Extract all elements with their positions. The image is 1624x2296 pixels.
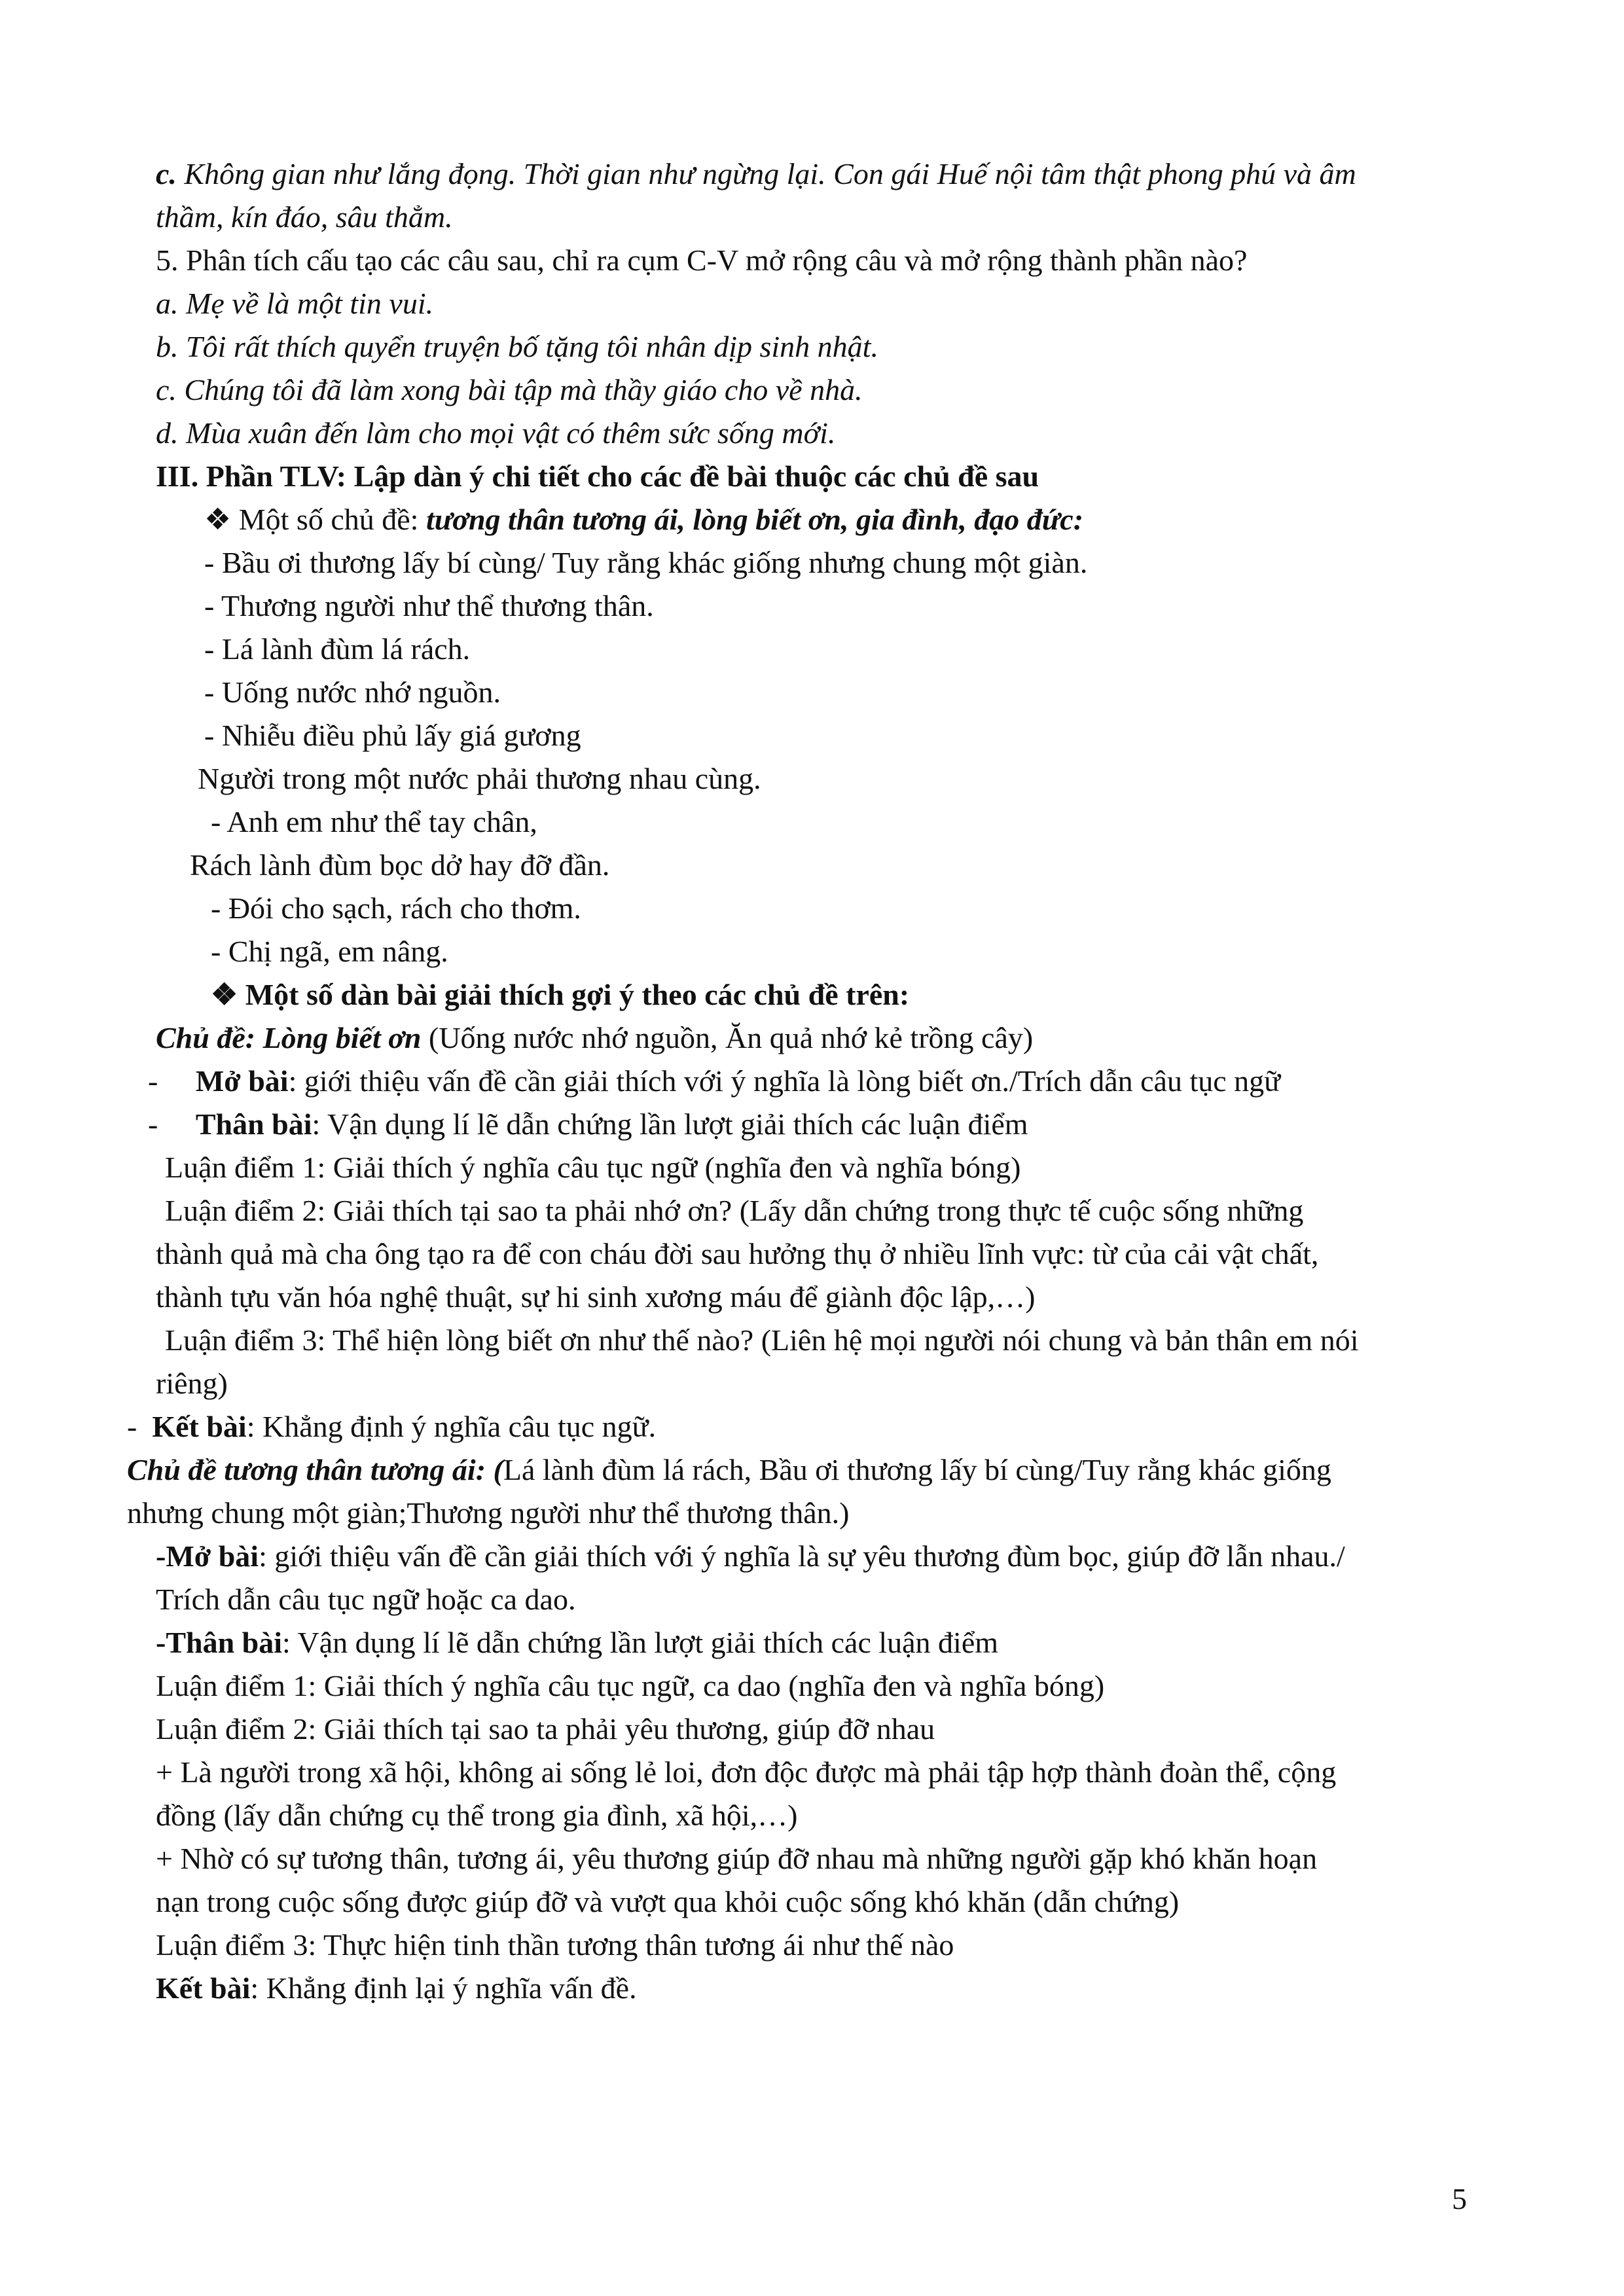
section3-bullet1 — [204, 500, 1083, 539]
topic2-line-5: + Nhờ có sự tương thân, tương ái, yêu thương giúp đỡ nhau mà những người gặp khó khăn hoạn — [156, 1842, 1318, 1875]
proverb-10: - Chị ngã, em nâng. — [211, 935, 448, 968]
topic2-mo-bai-2: Trích dẫn câu tục ngữ hoặc ca dao. — [156, 1583, 576, 1616]
proverb-2: - Thương người như thể thương thân. — [204, 589, 654, 622]
topic1-title-note: (Uống nước nhớ nguồn, Ăn quả nhớ kẻ trồng cây) — [421, 1021, 1034, 1054]
topic2-mo-bai-label: -Mở bài — [156, 1539, 259, 1573]
topic1-line-6: riêng) — [156, 1367, 228, 1400]
topic2-title-note: Lá lành đùm lá rách, Bầu ơi thương lấy bí cùng/Tuy rằng khác giống — [503, 1453, 1331, 1486]
proverb-9: - Đói cho sạch, rách cho thơm. — [211, 891, 581, 925]
topic2-line-6: nạn trong cuộc sống được giúp đỡ và vượt qua khỏi cuộc sống khó khăn (dẫn chứng) — [156, 1885, 1180, 1918]
topic1-title: Chủ đề: Lòng biết ơn — [156, 1021, 422, 1054]
topic1-mo-bai-label: Mở bài — [195, 1064, 289, 1098]
topic2-than-bai-text: : Vận dụng lí lẽ dẫn chứng lần lượt giải thích các luận điểm — [282, 1626, 999, 1659]
topic1-ket-bai-text: : Khẳng định ý nghĩa câu tục ngữ. — [246, 1410, 657, 1443]
topic2-ket-bai-text: : Khẳng định lại ý nghĩa vấn đề. — [250, 1971, 637, 2005]
bullet2-text: Một số dàn bài giải thích gợi ý theo các chủ đề trên: — [245, 978, 910, 1011]
diamond-bullet-icon: ❖ — [211, 978, 238, 1011]
topic1-than-bai-text: : Vận dụng lí lẽ dẫn chứng lần lượt giải thích các luận điểm — [312, 1107, 1028, 1141]
proverb-5: - Nhiễu điều phủ lấy giá gương — [204, 719, 581, 752]
topic1-ket-bai: - Kết bài: Khẳng định ý nghĩa câu tục ngữ. — [127, 1410, 657, 1443]
proverb-7: - Anh em như thể tay chân, — [211, 805, 537, 838]
proverb-4: - Uống nước nhớ nguồn. — [204, 675, 501, 709]
topic2-line-4: đồng (lấy dẫn chứng cụ thể trong gia đình, xã hội,…) — [156, 1799, 798, 1832]
bullet1-prefix: Một số chủ đề: — [231, 503, 426, 536]
topic2-line-7: Luận điểm 3: Thực hiện tinh thần tương thân tương ái như thế nào — [156, 1928, 954, 1962]
topic1-than-bai-label: Thân bài — [195, 1107, 312, 1141]
q4c-text: Không gian như lắng đọng. Thời gian như ngừng lại. Con gái Huế nội tâm thật phong phú và âm — [176, 157, 1356, 190]
topic1-mo-bai: - Mở bài: giới thiệu vấn đề cần giải thích với ý nghĩa là lòng biết ơn./Trích dẫn câu tục ngữ — [148, 1064, 1281, 1098]
section3-heading: III. Phần TLV: Lập dàn ý chi tiết cho các đề bài thuộc các chủ đề sau — [156, 459, 1039, 493]
q4c-line-1 — [156, 154, 1356, 194]
topic1-line-3: thành quả mà cha ông tạo ra để con cháu đời sau hưởng thụ ở nhiều lĩnh vực: từ của cải vật chất, — [156, 1237, 1319, 1270]
page-number: 5 — [1452, 2182, 1467, 2215]
topic1-line-4: thành tựu văn hóa nghệ thuật, sự hi sinh xương máu để giành độc lập,…) — [156, 1280, 1036, 1314]
q5-item-c: c. Chúng tôi đã làm xong bài tập mà thầy giáo cho về nhà. — [156, 373, 863, 406]
topic2-line-3: + Là người trong xã hội, không ai sống lẻ loi, đơn độc được mà phải tập hợp thành đoàn thể, cộng — [156, 1755, 1337, 1789]
topic2-title-line — [127, 1450, 1331, 1490]
topic2-line-2: Luận điểm 2: Giải thích tại sao ta phải yêu thương, giúp đỡ nhau — [156, 1712, 935, 1746]
topic2-title: Chủ đề tương thân tương ái: ( — [127, 1453, 503, 1486]
diamond-bullet-icon: ❖ — [204, 503, 232, 536]
topic2-ket-bai — [156, 1969, 637, 2008]
topic1-than-bai: - Thân bài: Vận dụng lí lẽ dẫn chứng lần lượt giải thích các luận điểm — [148, 1107, 1028, 1141]
topic1-ket-bai-label: Kết bài — [152, 1410, 247, 1443]
topic1-mo-bai-text: : giới thiệu vấn đề cần giải thích với ý nghĩa là lòng biết ơn./Trích dẫn câu tục ngữ — [288, 1064, 1281, 1098]
q4c-line-2: thầm, kín đáo, sâu thẳm. — [156, 200, 453, 234]
topic2-mo-bai — [156, 1537, 1345, 1576]
topic2-mo-bai-text: : giới thiệu vấn đề cần giải thích với ý nghĩa là sự yêu thương đùm bọc, giúp đỡ lẫn nhau./ — [259, 1539, 1345, 1573]
topic1-line-2: Luận điểm 2: Giải thích tại sao ta phải nhớ ơn? (Lấy dẫn chứng trong thực tế cuộc sống những — [165, 1194, 1304, 1227]
q5-item-a: a. Mẹ về là một tin vui. — [156, 287, 434, 320]
topic2-than-bai — [156, 1623, 998, 1662]
q5-question: 5. Phân tích cấu tạo các câu sau, chỉ ra cụm C-V mở rộng câu và mở rộng thành phần nào? — [156, 243, 1248, 277]
proverb-6: Người trong một nước phải thương nhau cùng. — [198, 762, 761, 795]
topic2-line-1: Luận điểm 1: Giải thích ý nghĩa câu tục ngữ, ca dao (nghĩa đen và nghĩa bóng) — [156, 1669, 1105, 1702]
q5-item-d: d. Mùa xuân đến làm cho mọi vật có thêm sức sống mới. — [156, 416, 836, 450]
proverb-8: Rách lành đùm bọc dở hay đỡ đần. — [190, 848, 610, 882]
topic1-line-5: Luận điểm 3: Thể hiện lòng biết ơn như thế nào? (Liên hệ mọi người nói chung và bản thân em nói — [165, 1323, 1359, 1357]
q4c-label: c. — [156, 157, 177, 190]
bullet1-topics: tương thân tương ái, lòng biết ơn, gia đình, đạo đức: — [425, 503, 1084, 536]
topic1-line-1: Luận điểm 1: Giải thích ý nghĩa câu tục ngữ (nghĩa đen và nghĩa bóng) — [165, 1151, 1021, 1184]
q5-item-b: b. Tôi rất thích quyển truyện bố tặng tôi nhân dịp sinh nhật. — [156, 330, 878, 363]
topic2-than-bai-label: -Thân bài — [156, 1626, 283, 1659]
topic1-title-line — [156, 1018, 1033, 1058]
topic2-title-line-2: nhưng chung một giàn;Thương người như thể thương thân.) — [127, 1496, 850, 1530]
proverb-3: - Lá lành đùm lá rách. — [204, 632, 471, 666]
section3-bullet2 — [211, 975, 909, 1014]
topic2-ket-bai-label: Kết bài — [156, 1971, 251, 2005]
proverb-1: - Bầu ơi thương lấy bí cùng/ Tuy rằng khác giống nhưng chung một giàn. — [204, 546, 1088, 579]
